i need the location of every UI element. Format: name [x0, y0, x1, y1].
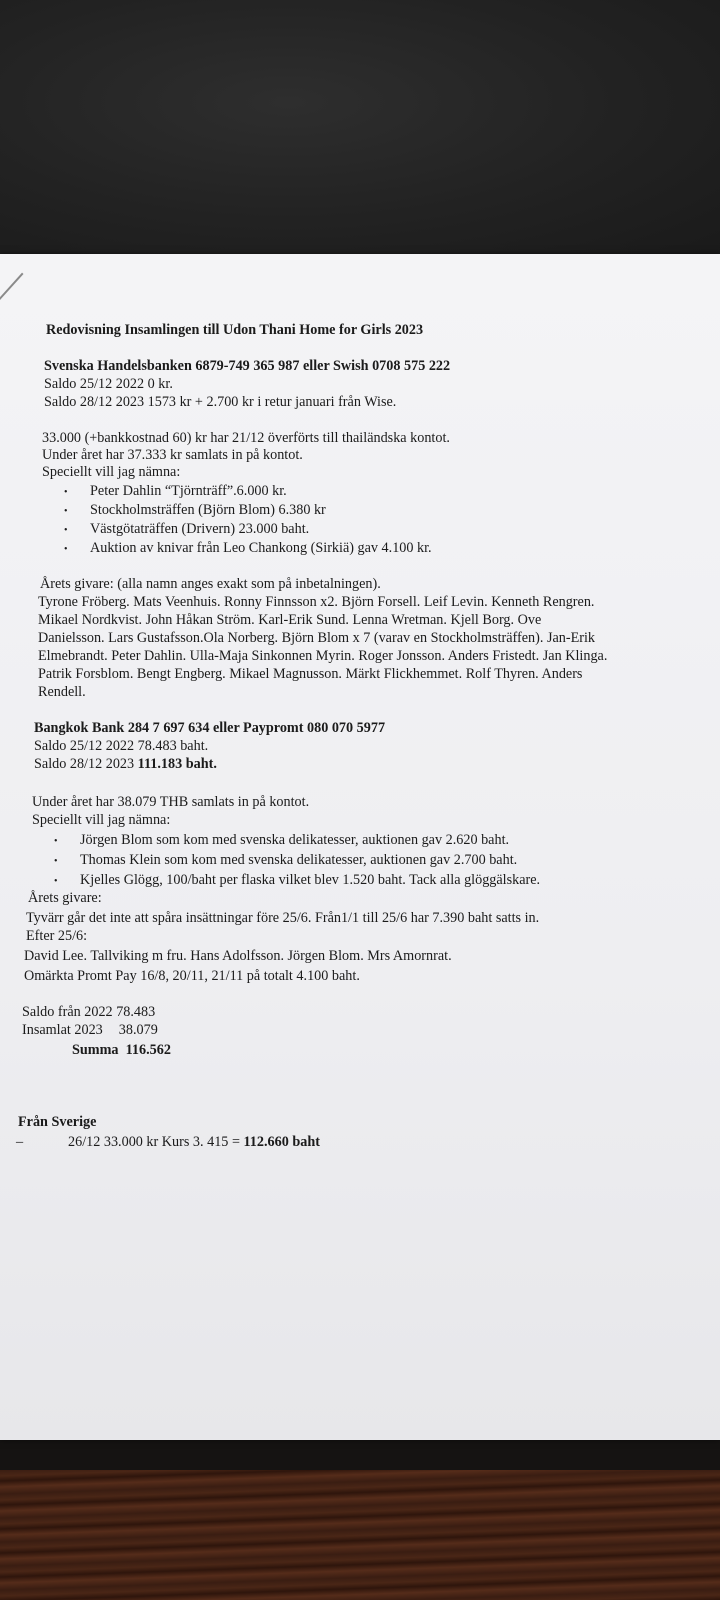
- thailand-unmarked: Omärkta Promt Pay 16/8, 20/11, 21/11 på totalt 4.100 baht.: [24, 968, 360, 984]
- donors-line: Tyrone Fröberg. Mats Veenhuis. Ronny Finnsson x2. Björn Forsell. Leif Levin. Kenneth Rengren.: [38, 594, 595, 610]
- thailand-after-donors: David Lee. Tallviking m fru. Hans Adolfsson. Jörgen Blom. Mrs Amornrat.: [24, 948, 452, 964]
- thailand-after-label: Efter 25/6:: [26, 928, 88, 944]
- from-sweden-entry: 26/12 33.000 kr Kurs 3. 415 = 112.660 baht: [68, 1134, 320, 1150]
- from-sweden-dash: –: [16, 1134, 24, 1150]
- summary-insamlat: Insamlat 2023 38.079: [22, 1022, 158, 1038]
- pen-mark: [0, 273, 24, 304]
- sweden-transfer: 33.000 (+bankkostnad 60) kr har 21/12 överförts till thailändska kontot.: [42, 430, 450, 446]
- thailand-saldo-2022: Saldo 25/12 2022 78.483 baht.: [34, 738, 209, 754]
- donors-line: Patrik Forsblom. Bengt Engberg. Mikael Magnusson. Märkt Flickhemmet. Rolf Thyren. Anders: [38, 666, 583, 682]
- donors-line: Årets givare: (alla namn anges exakt som på inbetalningen).: [40, 576, 381, 592]
- from-sweden-heading: Från Sverige: [18, 1114, 97, 1130]
- donors-line: Rendell.: [38, 684, 86, 700]
- thailand-donors-note: Tyvärr går det inte att spåra insättningar före 25/6. Från1/1 till 25/6 har 7.390 baht satts in.: [26, 910, 540, 926]
- paper-sheet: Redovisning Insamlingen till Udon Thani Home for Girls 2023 Svenska Handelsbanken 6879-749 365 987 eller Swish 0708 575 222 Saldo 25/12 2022 0 kr. Saldo 28/12 2023 1573 kr + 2.700 kr i retur januari från Wise. 33.000 (+bankkostnad 60) kr har 21/12 överförts till thailändska kontot. Under året har 37.333 kr samlats in på kontot. Speciellt vill jag nämna: • Peter Dahlin “Tjörnträff”.6.000 kr. • Stockholmsträffen (Björn Blom) 6.380 kr • Västgötaträffen (Drivern) 23.000 baht. • Auktion av knivar från Leo Chankong (Sirkiä) gav 4.100 kr. Årets givare: (alla namn anges exakt som på inbetalningen). Tyrone Fröberg. Mats Veenhuis. Ronny Finnsson x2. Björn Forsell. Leif Levin. Kenneth Rengren. Mikael Nordkvist. John Håkan Ström. Karl-Erik Sund. Lenna Wretman. Kjell Borg. Ove Danielsson. Lars Gustafsson.Ola Norberg. Björn Blom x 7 (varav en Stockholmsträffen). Jan-Erik Elmebrandt. Peter Dahlin. Ulla-Maja Sinkonnen Myrin. Roger Jonsson. Anders Fristedt. Jan Klinga. Patrik Forsblom. Bengt Engberg. Mikael Magnusson. Märkt Flickhemmet. Rolf Thyren. Anders Rendell. Bangkok Bank 284 7 697 634 eller Paypromt 080 070 5977 Saldo 25/12 2022 78.483 baht. Saldo 28/12 2023 111.183 baht. Under året har 38.079 THB samlats in på kontot. Speciellt vill jag nämna: • Jörgen Blom som kom med svenska delikatesser, auktionen gav 2.620 baht. • Thomas Klein som kom med svenska delikatesser, auktionen gav 2.700 baht. • Kjelles Glögg, 100/baht per flaska vilket blev 1.520 baht. Tack alla glöggälskare. Årets givare: Tyvärr går det inte att spåra insättningar före 25/6. Från1/1 till 25/6 har 7.390 baht satts in. Efter 25/6: David Lee. Tallviking m fru. Hans Adolfsson. Jörgen Blom. Mrs Amornrat. Omärkta Promt Pay 16/8, 20/11, 21/11 på totalt 4.100 baht. Saldo från 2022 78.483 Insamlat 2023 38.079 Summa 116.562 Från Sverige – 26/12 33.000 kr Kurs 3. 415 = 112.660 baht: [0, 254, 720, 1440]
- donors-line: Mikael Nordkvist. John Håkan Ström. Karl-Erik Sund. Lenna Wretman. Kjell Borg. Ove: [38, 612, 542, 628]
- donors-line: Elmebrandt. Peter Dahlin. Ulla-Maja Sinkonnen Myrin. Roger Jonsson. Anders Fristedt. Jan Klinga.: [38, 648, 608, 664]
- thailand-saldo-2023: Saldo 28/12 2023 111.183 baht.: [34, 756, 217, 772]
- donors-line: Danielsson. Lars Gustafsson.Ola Norberg. Björn Blom x 7 (varav en Stockholmsträffen). Jan-Erik: [38, 630, 596, 646]
- sweden-saldo-2023: Saldo 28/12 2023 1573 kr + 2.700 kr i retur januari från Wise.: [44, 394, 397, 410]
- sweden-saldo-2022: Saldo 25/12 2022 0 kr.: [44, 376, 173, 392]
- summary-saldo: Saldo från 2022 78.483: [22, 1004, 156, 1020]
- thailand-account-heading: Bangkok Bank 284 7 697 634 eller Paypromt 080 070 5977: [34, 720, 386, 736]
- background-top: [0, 0, 720, 256]
- thailand-collected: Under året har 38.079 THB samlats in på kontot.: [32, 794, 310, 810]
- sweden-collected: Under året har 37.333 kr samlats in på kontot.: [42, 447, 303, 463]
- thailand-mention-intro: Speciellt vill jag nämna:: [32, 812, 171, 828]
- document-title: Redovisning Insamlingen till Udon Thani Home for Girls 2023: [46, 322, 424, 338]
- sweden-account-heading: Svenska Handelsbanken 6879-749 365 987 eller Swish 0708 575 222: [44, 358, 451, 374]
- sweden-mention-intro: Speciellt vill jag nämna:: [42, 464, 181, 480]
- wooden-table: [0, 1470, 720, 1600]
- thailand-donors-heading: Årets givare:: [28, 890, 102, 906]
- summary-total: Summa 116.562: [72, 1042, 171, 1058]
